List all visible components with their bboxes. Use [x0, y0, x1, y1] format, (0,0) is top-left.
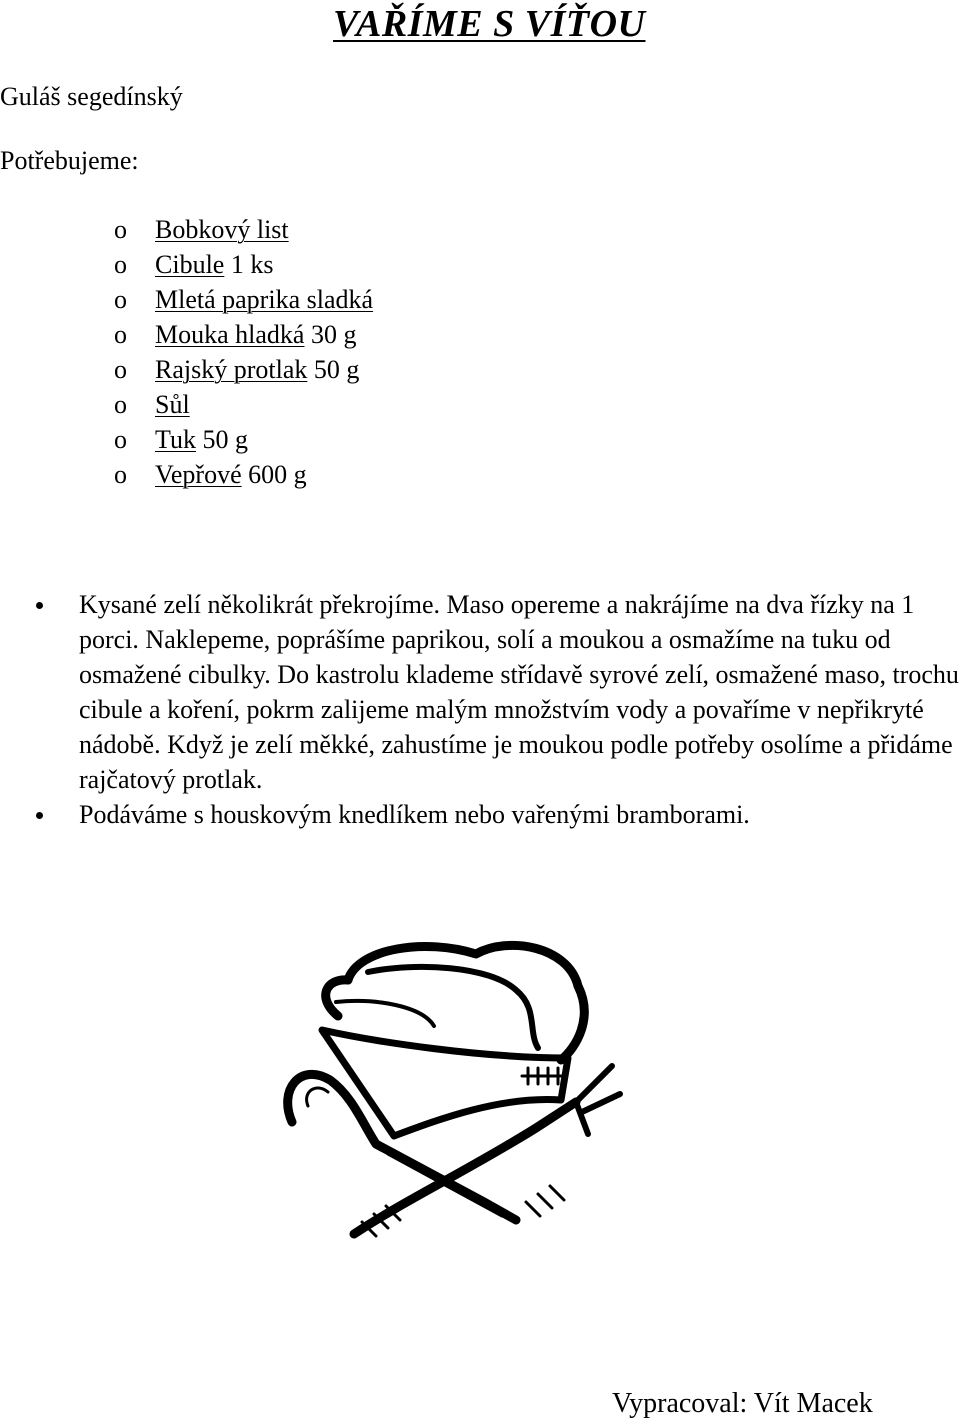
spoon	[288, 1074, 516, 1220]
ingredient-item	[0, 457, 373, 492]
recipe-name: Guláš segedínský	[0, 82, 183, 111]
ingredient-name: Mouka hladká	[155, 320, 305, 349]
ingredient-amount: 600 g	[241, 460, 307, 489]
ingredient-amount: 50 g	[307, 355, 360, 384]
list-marker: o	[114, 215, 127, 244]
ingredient-name: Bobkový list	[155, 215, 289, 244]
list-marker: o	[114, 460, 127, 489]
ingredient-item	[0, 247, 373, 282]
ingredient-amount: 1 ks	[224, 250, 274, 279]
ingredient-item	[0, 422, 373, 457]
list-marker: o	[114, 390, 127, 419]
list-marker: o	[114, 355, 127, 384]
list-marker: o	[114, 285, 127, 314]
instruction-step: Kysané zelí několikrát překrojíme. Maso opereme a nakrájíme na dva řízky na 1 porci. Naklepeme, poprášíme paprikou, solí a moukou a osmažíme na tuku od osmažené cibulky. Do kastrolu klademe střídavě syrové zelí, osmažené maso, trochu cibule a koření, pokrm zalijeme malým množstvím vody a povaříme v nepřikryté nádobě. Když je zelí měkké, zahustíme je moukou podle potřeby osolíme a přidáme rajčatový protlak.	[0, 587, 960, 797]
instructions-list	[0, 587, 960, 832]
ingredient-item	[0, 387, 373, 422]
ingredient-item	[0, 282, 373, 317]
ingredient-name: Rajský protlak	[155, 355, 308, 384]
ingredient-amount: 50 g	[195, 425, 248, 454]
page-title: VAŘÍME S VÍŤOU	[333, 3, 646, 45]
instruction-step: Podáváme s houskovým knedlíkem nebo vařenými bramborami.	[0, 797, 960, 832]
ingredient-list	[0, 212, 373, 492]
chef-hat-utensils-icon	[276, 940, 636, 1270]
list-marker: o	[114, 320, 127, 349]
list-marker: o	[114, 425, 127, 454]
ingredient-name: Mletá paprika sladká	[155, 285, 374, 314]
ingredient-item	[0, 212, 373, 247]
ingredient-item	[0, 317, 373, 352]
ingredient-name: Cibule	[155, 250, 225, 279]
ingredients-heading: Potřebujeme:	[0, 146, 139, 175]
list-marker: o	[114, 250, 127, 279]
ingredient-item	[0, 352, 373, 387]
ingredient-name: Vepřové	[155, 460, 242, 489]
ingredient-amount: 30 g	[304, 320, 357, 349]
ingredient-name: Tuk	[155, 425, 196, 454]
ingredient-name: Sůl	[155, 390, 190, 419]
author-credit: Vypracoval: Vít Macek	[612, 1388, 873, 1419]
